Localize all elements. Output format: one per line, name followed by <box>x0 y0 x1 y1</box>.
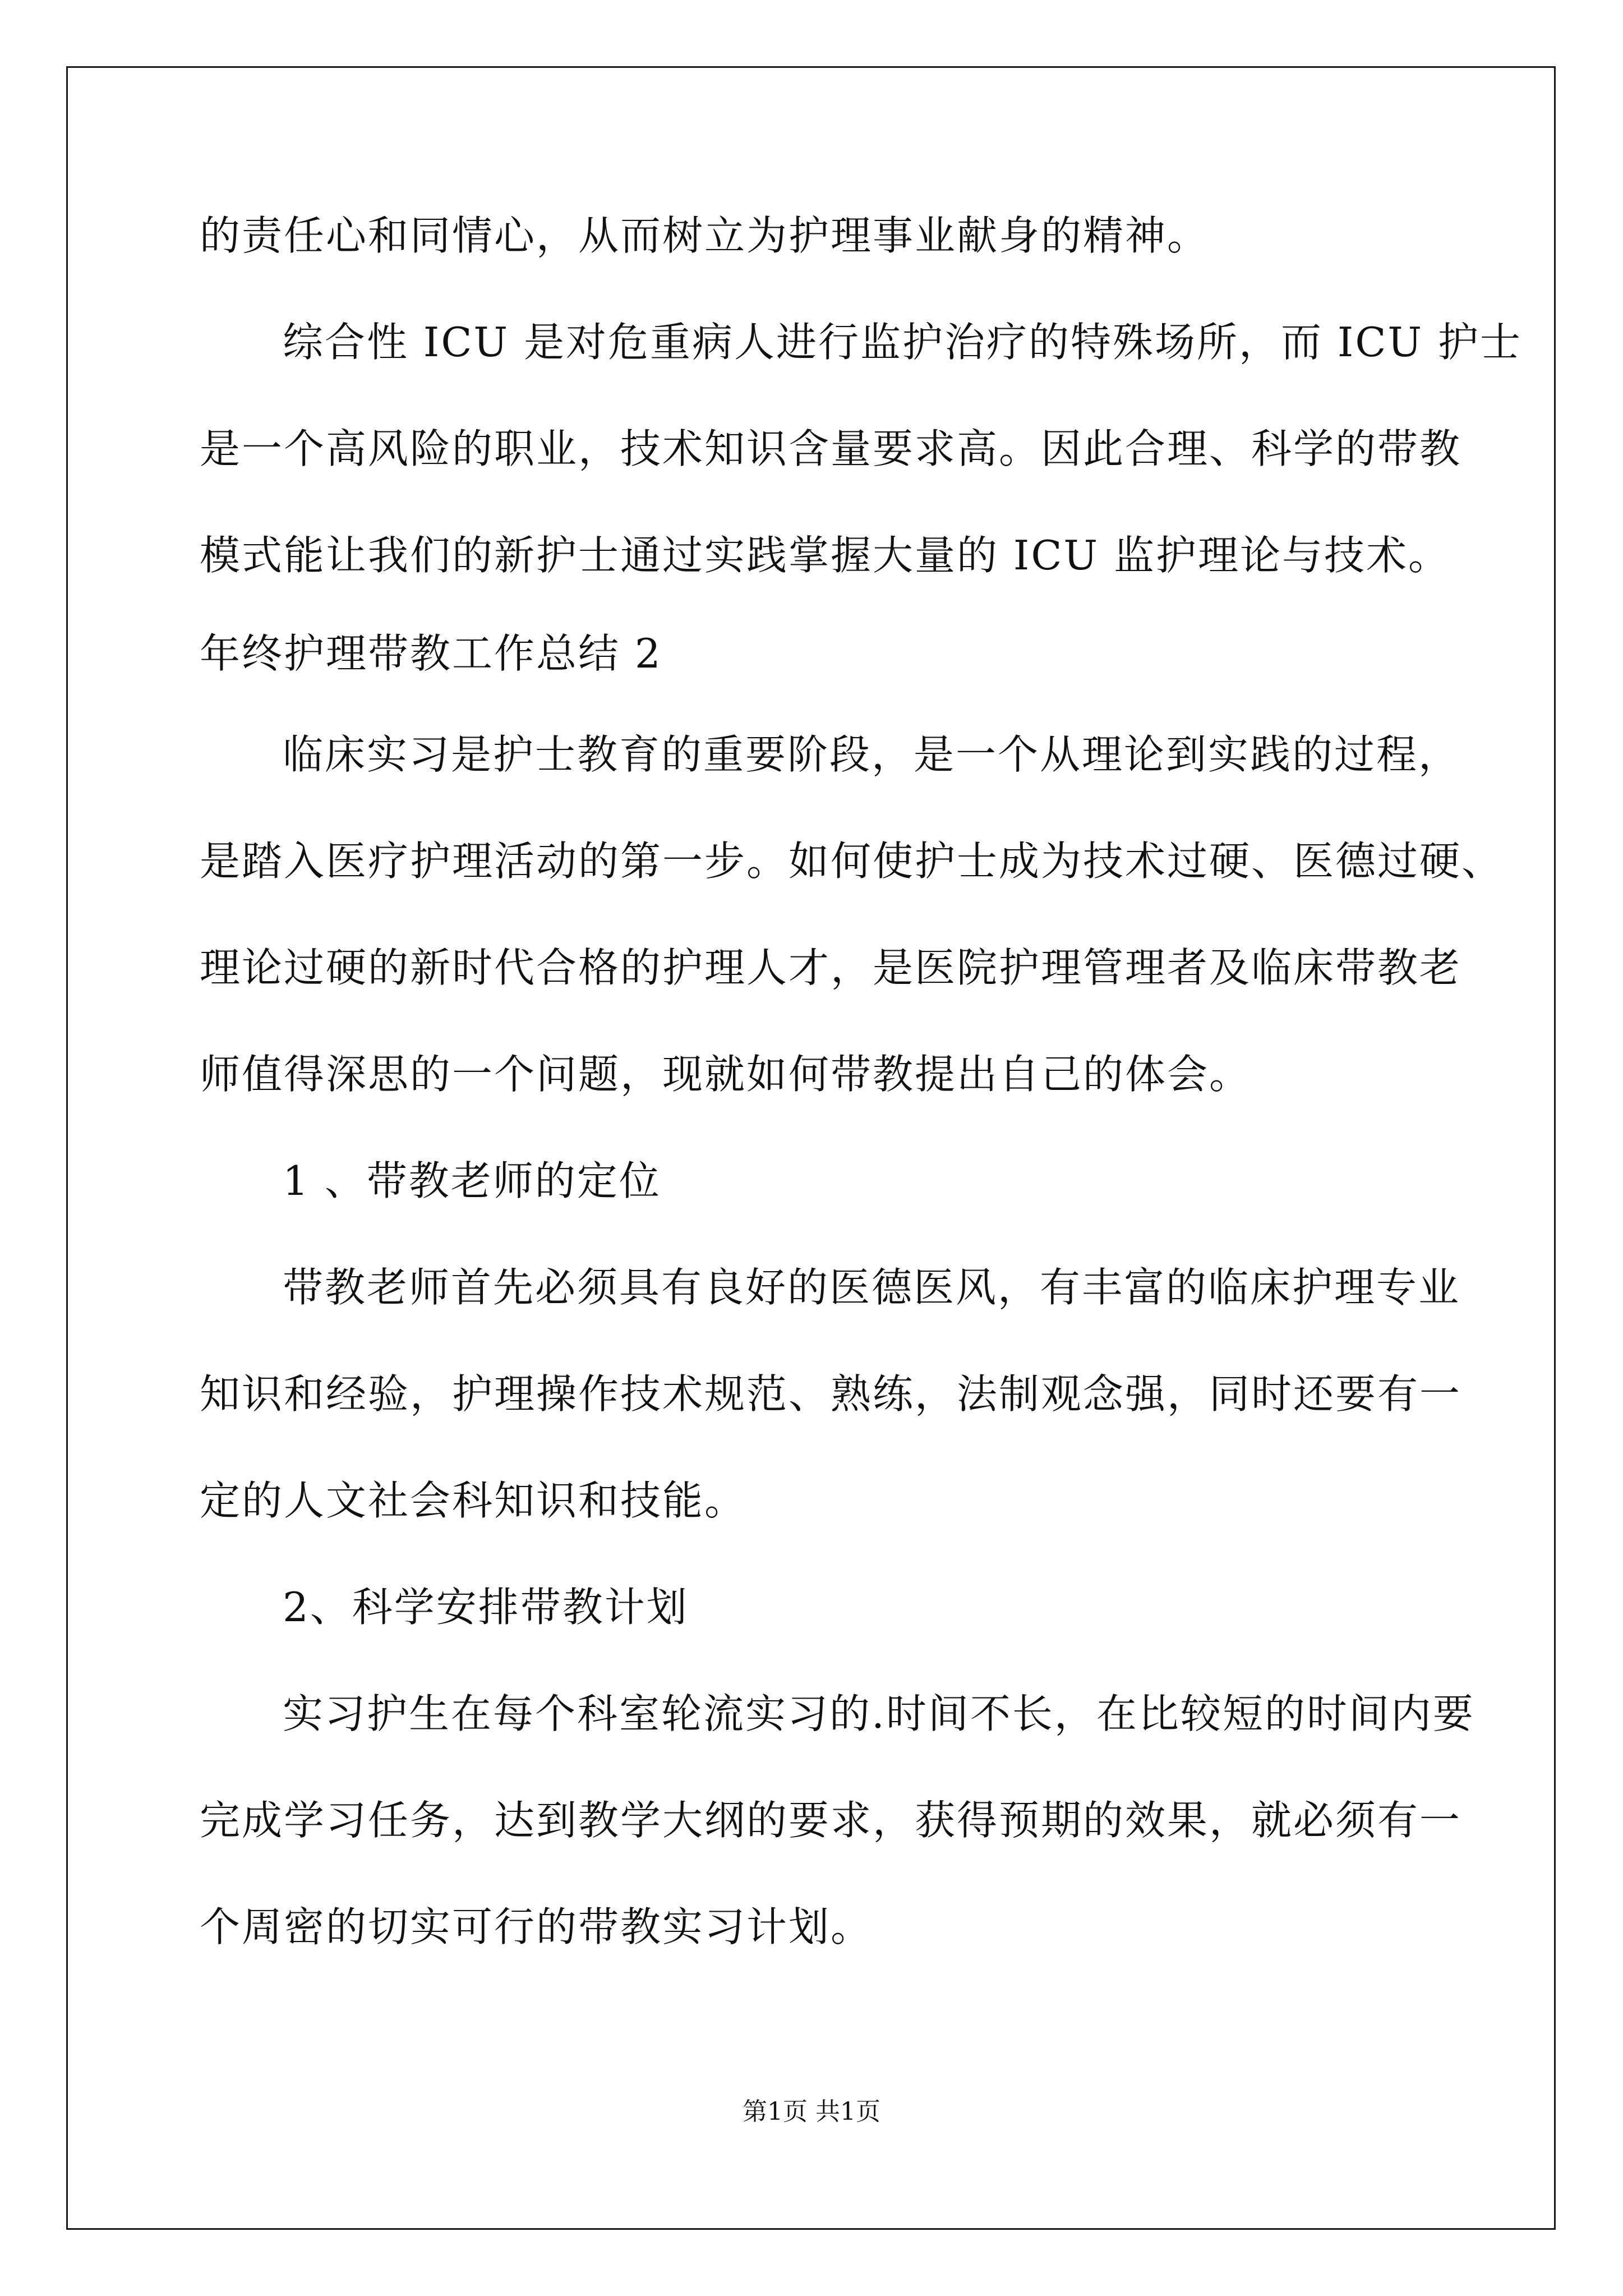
paragraph-line: 带教老师首先必须具有良好的医德医风，有丰富的临床护理专业 <box>283 1264 1461 1311</box>
paragraph-line: 综合性 ICU 是对危重病人进行监护治疗的特殊场所，而 ICU 护士 <box>283 319 1522 366</box>
text-line: 的责任心和同情心，从而树立为护理事业献身的精神。 <box>200 212 1210 259</box>
text-line: 是一个高风险的职业，技术知识含量要求高。因此合理、科学的带教 <box>200 425 1462 472</box>
paragraph-line: 临床实习是护士教育的重要阶段，是一个从理论到实践的过程， <box>283 731 1461 778</box>
page-footer: 第1页 共1页 <box>743 2097 880 2126</box>
text-line: 定的人文社会科知识和技能。 <box>200 1477 747 1524</box>
text-line: 个周密的切实可行的带教实习计划。 <box>200 1903 873 1950</box>
subheading: 2、科学安排带教计划 <box>283 1584 689 1631</box>
paragraph-line: 实习护生在每个科室轮流实习的.时间不长，在比较短的时间内要 <box>283 1690 1475 1737</box>
subheading: 1 、带教老师的定位 <box>283 1157 661 1204</box>
text-line: 理论过硬的新时代合格的护理人才，是医院护理管理者及临床带教老 <box>200 944 1462 991</box>
text-line: 知识和经验，护理操作技术规范、熟练，法制观念强，同时还要有一 <box>200 1370 1462 1418</box>
text-line: 模式能让我们的新护士通过实践掌握大量的 ICU 监护理论与技术。 <box>200 532 1450 579</box>
text-line: 师值得深思的一个问题，现就如何带教提出自己的体会。 <box>200 1051 1252 1098</box>
text-line: 完成学习任务，达到教学大纲的要求，获得预期的效果，就必须有一 <box>200 1797 1462 1844</box>
section-heading: 年终护理带教工作总结 2 <box>200 630 662 677</box>
text-line: 是踏入医疗护理活动的第一步。如何使护士成为技术过硬、医德过硬、 <box>200 838 1504 885</box>
